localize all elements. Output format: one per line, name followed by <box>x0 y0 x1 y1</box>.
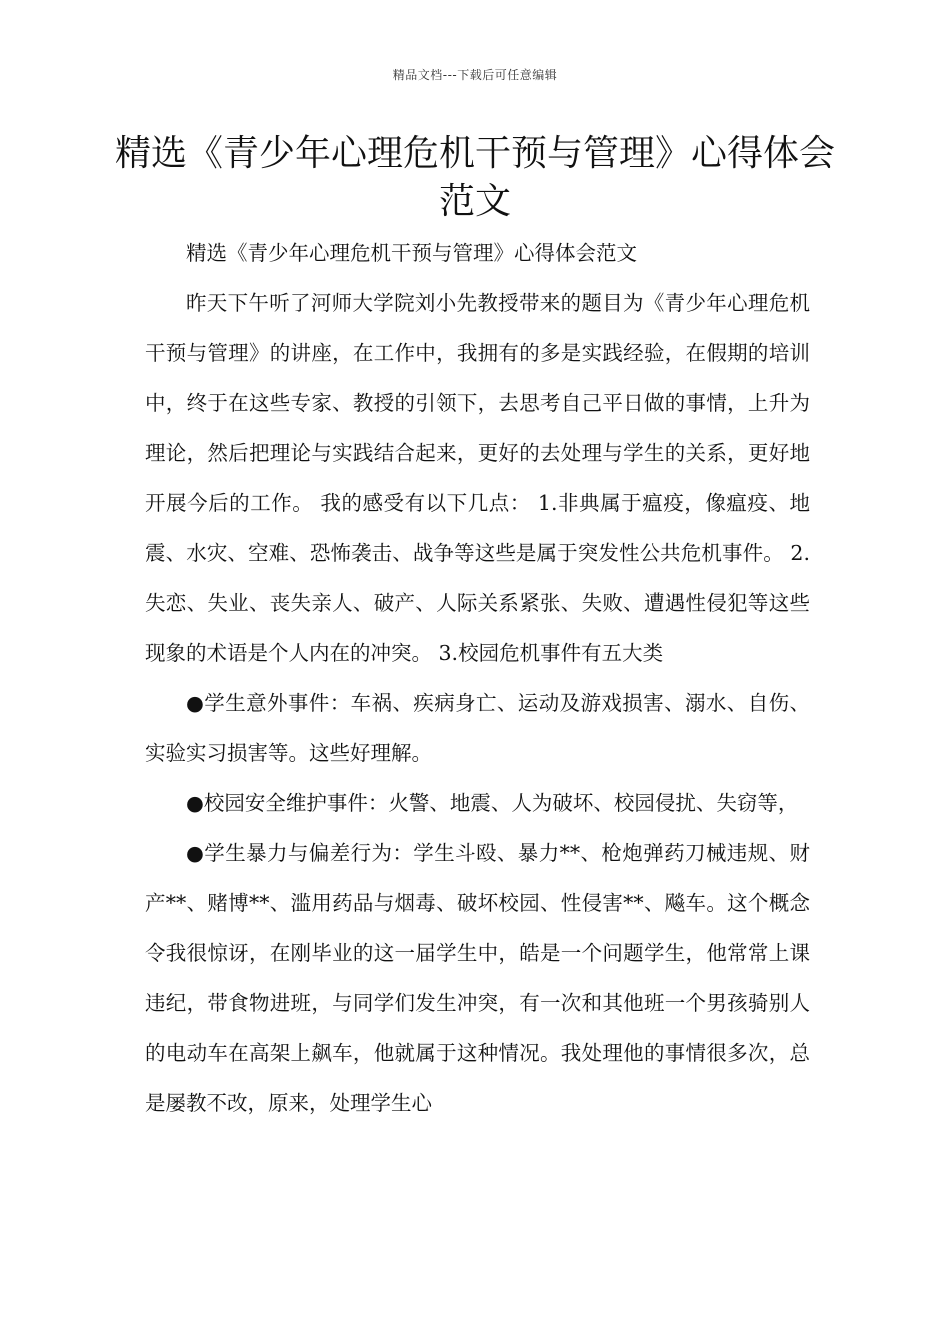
body-paragraph: ●学生暴力与偏差行为：学生斗殴、暴力**、枪炮弹药刀械违规、财产**、赌博**、滥用药品与烟毒、破坏校园、性侵害**、飚车。这个概念令我很惊讶，在刚毕业的这一届学生中，皓是一个问题学生，他常常上课违纪，带食物进班，与同学们发生冲突，有一次和其他班一个男孩骑别人的电动车在高架上飙车，他就属于这种情况。我处理他的事情很多次，总是屡教不改，原来，处理学生心 <box>145 841 810 1115</box>
body-paragraph: ●学生意外事件：车祸、疾病身亡、运动及游戏损害、溺水、自伤、实验实习损害等。这些好理解。 <box>145 691 810 765</box>
subtitle-paragraph: 精选《青少年心理危机干预与管理》心得体会范文 <box>186 241 637 265</box>
body-paragraph: ●校园安全维护事件：火警、地震、人为破坏、校园侵扰、失窃等， <box>186 791 799 815</box>
document-body <box>145 228 810 1128</box>
body-paragraph: 昨天下午听了河师大学院刘小先教授带来的题目为《青少年心理危机干预与管理》的讲座，在工作中，我拥有的多是实践经验，在假期的培训中，终于在这些专家、教授的引领下，去思考自己平日做的事情，上升为理论，然后把理论与实践结合起来，更好的去处理与学生的关系，更好地开展今后的工作。 我的感受有以下几点： 1.非典属于瘟疫，像瘟疫、地震、水灾、空难、恐怖袭击、战争等这些是属于突发性公共危机事件。 2.失恋、失业、丧失亲人、破产、人际关系紧张、失败、遭遇性侵犯等这些现象的术语是个人内在的冲突。 3.校园危机事件有五大类 <box>145 291 810 665</box>
document-title: 精选《青少年心理危机干预与管理》心得体会范文 <box>114 133 835 222</box>
page-header: 精品文档---下载后可任意编辑 <box>392 68 558 82</box>
